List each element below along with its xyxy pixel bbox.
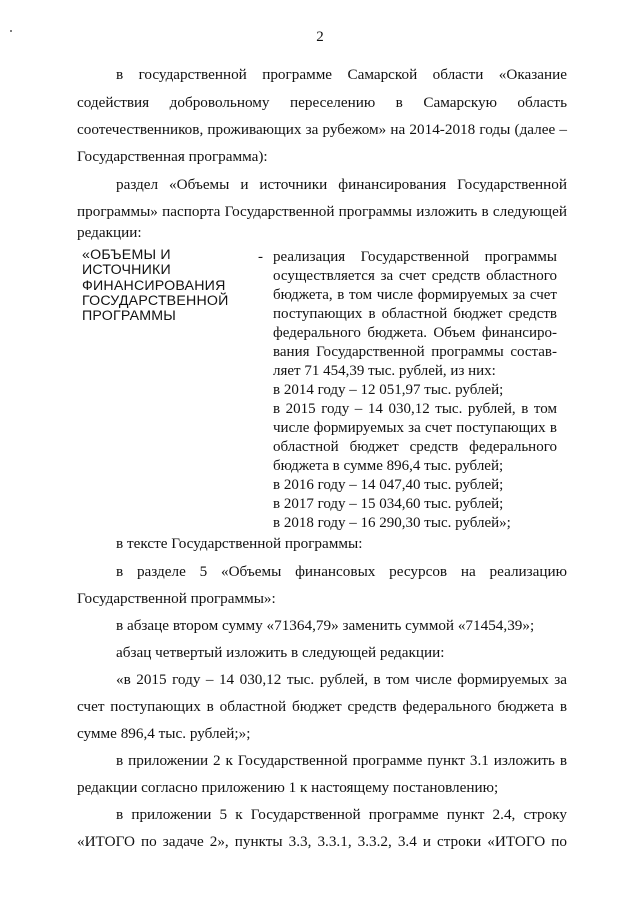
table-right-line: в 2016 году – 14 047,40 тыс. рублей; [273,477,504,493]
intro-line-1: в государственной программе Самарской области «Оказание [116,66,567,83]
quote-line-1: «в 2015 году – 14 030,12 тыс. рублей, в том числе формируемых за [116,671,567,688]
table-right-line: в 2018 году – 16 290,30 тыс. рублей»; [273,515,511,531]
table-right-line: областной бюджет средств федерального [273,439,557,455]
table-right-line: в 2015 году – 14 030,12 тыс. рублей, в том [273,401,557,417]
table-right-line: осуществляется за счет средств областного [273,268,557,284]
table-right-text [273,248,557,533]
quote-line-2: счет поступающих в областной бюджет средств федерального бюджета в [77,698,567,715]
app5-line-2: «ИТОГО по задаче 2», пункты 3.3, 3.3.1, 3.3.2, 3.4 и строки «ИТОГО по [77,833,567,850]
table-right-line: реализация Государственной программы [273,249,557,265]
app5-line-1: в приложении 5 к Государственной программе пункт 2.4, строку [116,806,567,823]
app2-line-2: редакции согласно приложению 1 к настоящему постановлению; [77,779,499,796]
quote-line-3: сумме 896,4 тыс. рублей;»; [77,725,251,742]
table-right-line: бюджета, в том числе формируемых за счет [273,287,557,303]
table-left-line: ФИНАНСИРОВАНИЯ [82,277,226,294]
abzac2-line: в абзаце втором сумму «71364,79» заменить суммой «71454,39»; [116,617,535,634]
table-left-line: ГОСУДАРСТВЕННОЙ [82,292,229,309]
page-number: 2 [316,29,324,45]
intro-line-2: содействия добровольному переселению в Самарскую область [77,94,567,111]
table-right-line: вания Государственной программы состав- [273,344,557,360]
app2-line-1: в приложении 2 к Государственной программе пункт 3.1 изложить в [116,752,567,769]
table-left-line: ПРОГРАММЫ [82,308,177,325]
text-para: в тексте Государственной программы: [116,535,363,552]
table-right-line: в 2017 году – 15 034,60 тыс. рублей; [273,496,504,512]
table-right-line: бюджета в сумме 896,4 тыс. рублей; [273,458,504,474]
table-dash: - [258,249,263,265]
section-line-1: раздел «Объемы и источники финансирования Государственной [116,176,567,193]
table-right-line: числе формируемых за счет поступающих в [273,420,557,436]
table-left-label [82,248,252,324]
intro-line-4: Государственная программа): [77,148,268,165]
intro-line-3: соотечественников, проживающих за рубежом» на 2014-2018 годы (далее – [77,121,567,138]
table-right-line: федерального бюджета. Объем финансиро- [273,325,557,341]
table-left-line: ИСТОЧНИКИ [82,262,171,279]
abzac4-line: абзац четвертый изложить в следующей редакции: [116,644,445,661]
section5-line-2: Государственной программы»: [77,590,276,607]
section5-line-1: в разделе 5 «Объемы финансовых ресурсов на реализацию [116,563,567,580]
table-left-line: «ОБЪЕМЫ И [82,247,171,263]
section-line-3: редакции: [77,224,142,241]
table-right-line: поступающих в областной бюджет средств [273,306,557,322]
table-right-line: ляет 71 454,39 тыс. рублей, из них: [273,363,496,379]
section-line-2: программы» паспорта Государственной программы изложить в следующей [77,203,567,220]
table-right-line: в 2014 году – 12 051,97 тыс. рублей; [273,382,504,398]
